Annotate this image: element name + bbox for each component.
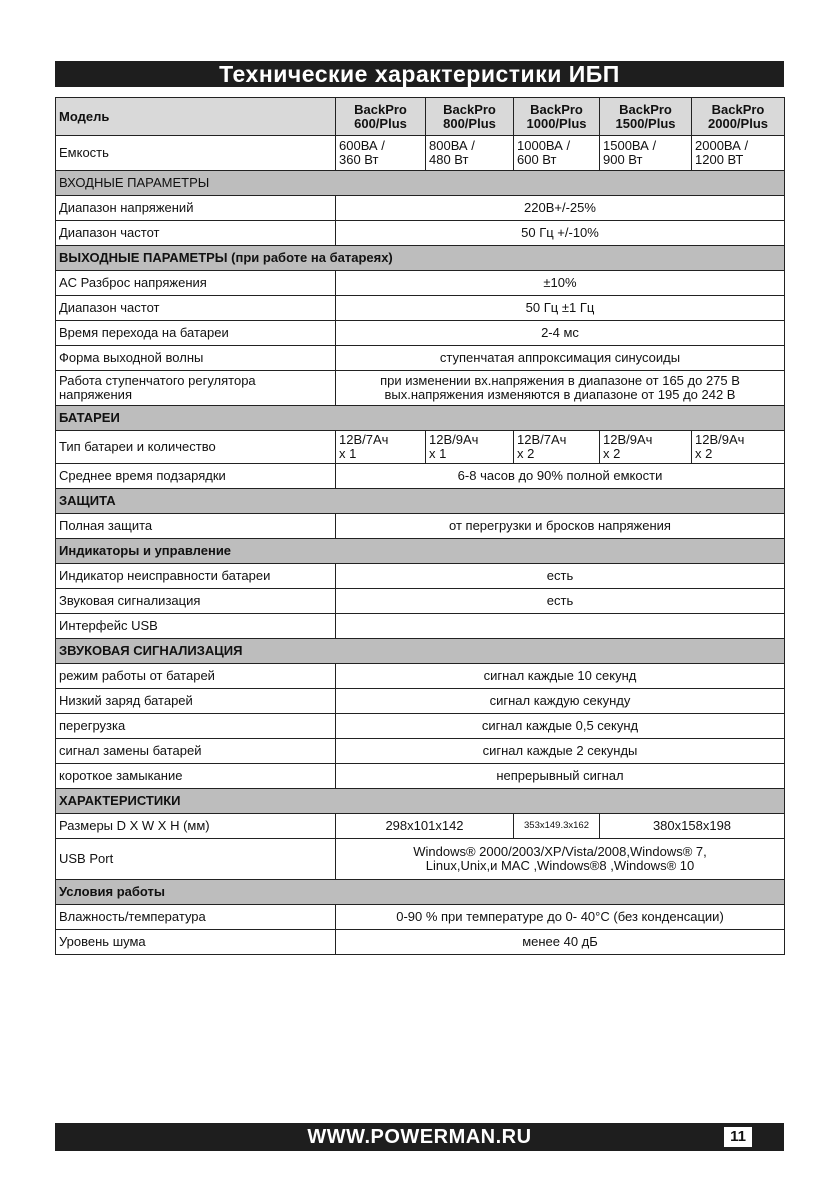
- dims-label: Размеры D X W X H (мм): [56, 814, 336, 839]
- indicator-fault-label: Индикатор неисправности батареи: [56, 564, 336, 589]
- model-600: BackPro 600/Plus: [336, 98, 426, 136]
- battery-type-row: [56, 431, 785, 464]
- section-protection: [56, 489, 785, 514]
- input-voltage-label: Диапазон напряжений: [56, 196, 336, 221]
- section-battery: [56, 406, 785, 431]
- battery-type-800: 12В/9Ач х 1: [426, 431, 514, 464]
- alarm-row: [56, 689, 785, 714]
- page-number: 11: [724, 1127, 752, 1147]
- output-freq-row: [56, 296, 785, 321]
- output-avr-row: [56, 371, 785, 406]
- capacity-600: 600ВА / 360 Вт: [336, 136, 426, 171]
- alarm-row: [56, 714, 785, 739]
- page-title: Технические характеристики ИБП: [55, 61, 784, 87]
- humidity-value: 0-90 % при температуре до 0- 40°С (без конденсации): [336, 905, 785, 930]
- noise-label: Уровень шума: [56, 930, 336, 955]
- output-avr-value: при изменении вх.напряжения в диапазоне от 165 до 275 В вых.напряжения изменяются в диапазоне от 195 до 242 В: [336, 371, 785, 406]
- capacity-2000: 2000ВА / 1200 ВТ: [692, 136, 785, 171]
- indicator-sound-value: есть: [336, 589, 785, 614]
- alarm-row: [56, 664, 785, 689]
- output-freq-label: Диапазон частот: [56, 296, 336, 321]
- battery-charge-label: Среднее время подзарядки: [56, 464, 336, 489]
- indicator-usb-row: [56, 614, 785, 639]
- input-freq-value: 50 Гц +/-10%: [336, 221, 785, 246]
- section-environment: [56, 880, 785, 905]
- indicator-fault-value: есть: [336, 564, 785, 589]
- section-characteristics-title: ХАРАКТЕРИСТИКИ: [56, 789, 785, 814]
- battery-type-label: Тип батареи и количество: [56, 431, 336, 464]
- section-indicators: [56, 539, 785, 564]
- spec-table: [55, 97, 785, 955]
- section-environment-title: Условия работы: [56, 880, 785, 905]
- model-800: BackPro 800/Plus: [426, 98, 514, 136]
- section-alarms-title: ЗВУКОВАЯ СИГНАЛИЗАЦИЯ: [56, 639, 785, 664]
- alarm-label: режим работы от батарей: [56, 664, 336, 689]
- output-freq-value: 50 Гц ±1 Гц: [336, 296, 785, 321]
- output-ac-value: ±10%: [336, 271, 785, 296]
- indicator-usb-label: Интерфейс USB: [56, 614, 336, 639]
- humidity-row: [56, 905, 785, 930]
- alarm-value: сигнал каждые 0,5 секунд: [336, 714, 785, 739]
- alarm-row: [56, 739, 785, 764]
- battery-type-1000: 12В/7Ач х 2: [514, 431, 600, 464]
- output-wave-value: ступенчатая аппроксимация синусоиды: [336, 346, 785, 371]
- capacity-1000: 1000ВА / 600 Вт: [514, 136, 600, 171]
- output-wave-row: [56, 346, 785, 371]
- protection-full-value: от перегрузки и бросков напряжения: [336, 514, 785, 539]
- capacity-row: [56, 136, 785, 171]
- section-alarms: [56, 639, 785, 664]
- indicator-fault-row: [56, 564, 785, 589]
- dims-value-small: 298x101x142: [336, 814, 514, 839]
- battery-charge-row: [56, 464, 785, 489]
- battery-type-2000: 12В/9Ач х 2: [692, 431, 785, 464]
- alarm-value: сигнал каждые 2 секунды: [336, 739, 785, 764]
- section-input-title: ВХОДНЫЕ ПАРАМЕТРЫ: [56, 171, 785, 196]
- indicator-sound-label: Звуковая сигнализация: [56, 589, 336, 614]
- indicator-sound-row: [56, 589, 785, 614]
- section-output-title: ВЫХОДНЫЕ ПАРАМЕТРЫ (при работе на батареях): [56, 246, 785, 271]
- footer-url: WWW.POWERMAN.RU: [307, 1126, 532, 1148]
- output-transfer-value: 2-4 мс: [336, 321, 785, 346]
- alarm-value: сигнал каждую секунду: [336, 689, 785, 714]
- protection-full-label: Полная защита: [56, 514, 336, 539]
- alarm-value: сигнал каждые 10 секунд: [336, 664, 785, 689]
- indicator-usb-value: [336, 614, 785, 639]
- dims-value-mid: 353x149.3x162: [514, 814, 600, 839]
- model-2000: BackPro 2000/Plus: [692, 98, 785, 136]
- capacity-1500: 1500ВА / 900 Вт: [600, 136, 692, 171]
- section-characteristics: [56, 789, 785, 814]
- capacity-800: 800ВА / 480 Вт: [426, 136, 514, 171]
- section-input: [56, 171, 785, 196]
- alarm-label: перегрузка: [56, 714, 336, 739]
- model-1000: BackPro 1000/Plus: [514, 98, 600, 136]
- usb-port-value: Windows® 2000/2003/XP/Vista/2008,Windows® 7, Linux,Unix,и MAC ,Windows®8 ,Windows® 10: [336, 839, 785, 880]
- alarm-label: Низкий заряд батарей: [56, 689, 336, 714]
- section-protection-title: ЗАЩИТА: [56, 489, 785, 514]
- dims-row: [56, 814, 785, 839]
- input-voltage-value: 220В+/-25%: [336, 196, 785, 221]
- dims-value-large: 380x158x198: [600, 814, 785, 839]
- noise-row: [56, 930, 785, 955]
- model-row: [56, 98, 785, 136]
- section-battery-title: БАТАРЕИ: [56, 406, 785, 431]
- battery-charge-value: 6-8 часов до 90% полной емкости: [336, 464, 785, 489]
- footer-bar: [55, 1123, 784, 1151]
- alarm-label: короткое замыкание: [56, 764, 336, 789]
- output-wave-label: Форма выходной волны: [56, 346, 336, 371]
- output-avr-label: Работа ступенчатого регулятора напряжения: [56, 371, 336, 406]
- capacity-label: Емкость: [56, 136, 336, 171]
- alarm-value: непрерывный сигнал: [336, 764, 785, 789]
- battery-type-1500: 12В/9Ач х 2: [600, 431, 692, 464]
- input-freq-row: [56, 221, 785, 246]
- input-freq-label: Диапазон частот: [56, 221, 336, 246]
- section-output: [56, 246, 785, 271]
- model-label: Модель: [56, 98, 336, 136]
- noise-value: менее 40 дБ: [336, 930, 785, 955]
- battery-type-600: 12В/7Ач х 1: [336, 431, 426, 464]
- protection-full-row: [56, 514, 785, 539]
- alarm-row: [56, 764, 785, 789]
- output-ac-row: [56, 271, 785, 296]
- output-transfer-label: Время перехода на батареи: [56, 321, 336, 346]
- usb-port-row: [56, 839, 785, 880]
- section-indicators-title: Индикаторы и управление: [56, 539, 785, 564]
- alarm-label: сигнал замены батарей: [56, 739, 336, 764]
- output-transfer-row: [56, 321, 785, 346]
- model-1500: BackPro 1500/Plus: [600, 98, 692, 136]
- humidity-label: Влажность/температура: [56, 905, 336, 930]
- usb-port-label: USB Port: [56, 839, 336, 880]
- output-ac-label: AC Разброс напряжения: [56, 271, 336, 296]
- input-voltage-row: [56, 196, 785, 221]
